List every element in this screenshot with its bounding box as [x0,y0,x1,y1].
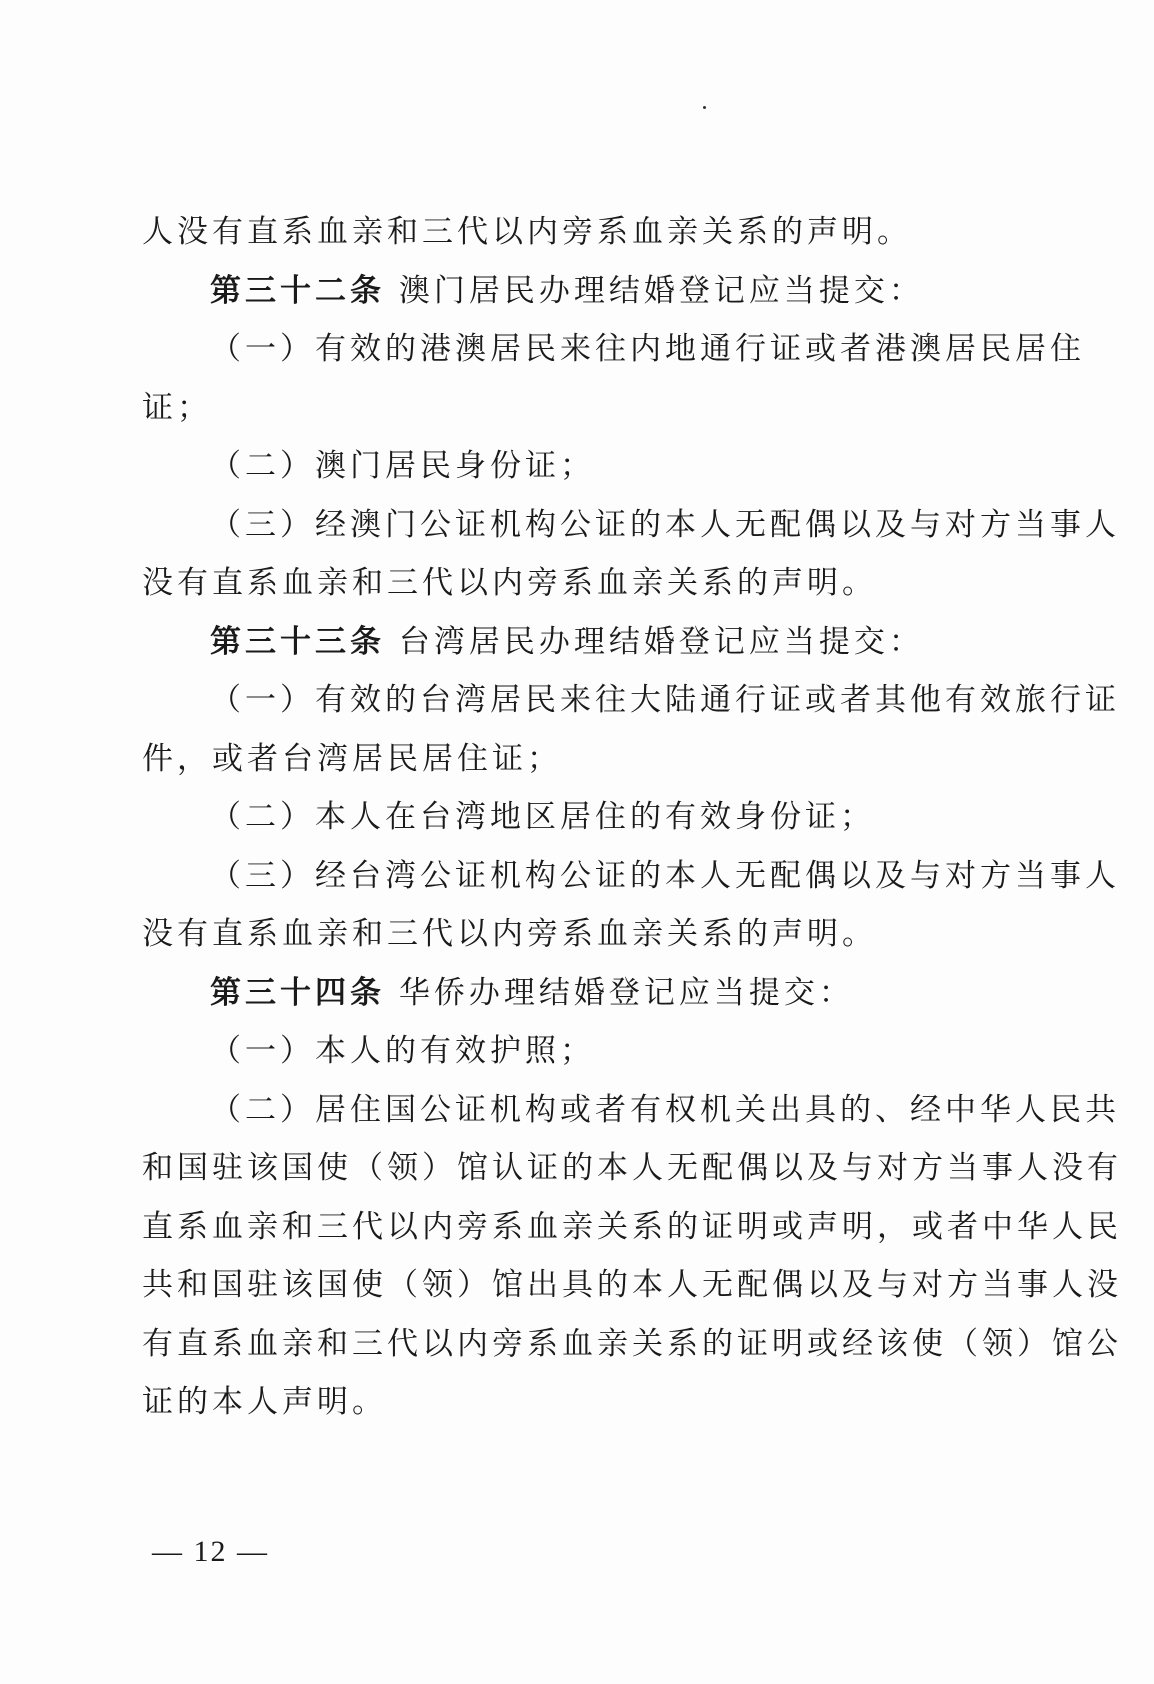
article-line [142,964,1042,1023]
line-text: 证； [142,389,212,426]
text-line [142,1022,1042,1081]
line-text: 证的本人声明。 [142,1384,387,1420]
line-text: 没有直系血亲和三代以内旁系血亲关系的声明。 [142,565,877,601]
line-text: 华侨办理结婚登记应当提交： [385,974,854,1011]
text-line [142,379,1042,438]
text-line [142,1139,1122,1198]
page-number: — 12 — [152,1535,269,1568]
text-line [142,1198,1122,1257]
text-line [142,1373,1042,1432]
document-body [142,203,1122,1432]
article-heading: 第三十四条 [210,974,385,1011]
line-text: （二）本人在台湾地区居住的有效身份证； [210,799,875,835]
line-text: 台湾居民办理结婚登记应当提交： [385,623,924,660]
text-line [142,1081,1120,1140]
text-line [142,496,1120,555]
text-line [142,1315,1122,1374]
line-text: （三）经台湾公证机构公证的本人无配偶以及与对方当事人 [210,857,1120,894]
article-heading: 第三十二条 [210,272,385,309]
line-text: （三）经澳门公证机构公证的本人无配偶以及与对方当事人 [210,506,1120,543]
article-heading: 第三十三条 [210,623,385,660]
text-line [142,788,1042,847]
line-text: 和国驻该国使（领）馆认证的本人无配偶以及与对方当事人没有 [142,1150,1122,1186]
line-text: （二）澳门居民身份证； [210,448,595,484]
text-line [142,905,1042,964]
line-text: （二）居住国公证机构或者有权机关出具的、经中华人民共 [210,1091,1120,1128]
line-text: （一）有效的港澳居民来往内地通行证或者港澳居民居住 [210,331,1085,367]
line-text: （一）本人的有效护照； [210,1033,595,1069]
scan-speck [703,106,706,109]
article-line [142,262,1042,321]
line-text: 有直系血亲和三代以内旁系血亲关系的证明或经该使（领）馆公 [142,1325,1122,1362]
text-line [142,847,1120,906]
text-line [142,203,1042,262]
line-text: 件，或者台湾居民居住证； [142,740,562,777]
text-line [142,671,1120,730]
line-text: 直系血亲和三代以内旁系血亲关系的证明或声明，或者中华人民 [142,1208,1122,1245]
text-line [142,320,1085,379]
line-text: 澳门居民办理结婚登记应当提交： [385,272,924,309]
line-text: 共和国驻该国使（领）馆出具的本人无配偶以及与对方当事人没 [142,1267,1122,1303]
text-line [142,1256,1122,1315]
line-text: （一）有效的台湾居民来往大陆通行证或者其他有效旅行证 [210,682,1120,718]
article-line [142,613,1042,672]
text-line [142,437,1042,496]
line-text: 人没有直系血亲和三代以内旁系血亲关系的声明。 [142,214,912,250]
text-line [142,554,1042,613]
line-text: 没有直系血亲和三代以内旁系血亲关系的声明。 [142,916,877,952]
text-line [142,730,1042,789]
